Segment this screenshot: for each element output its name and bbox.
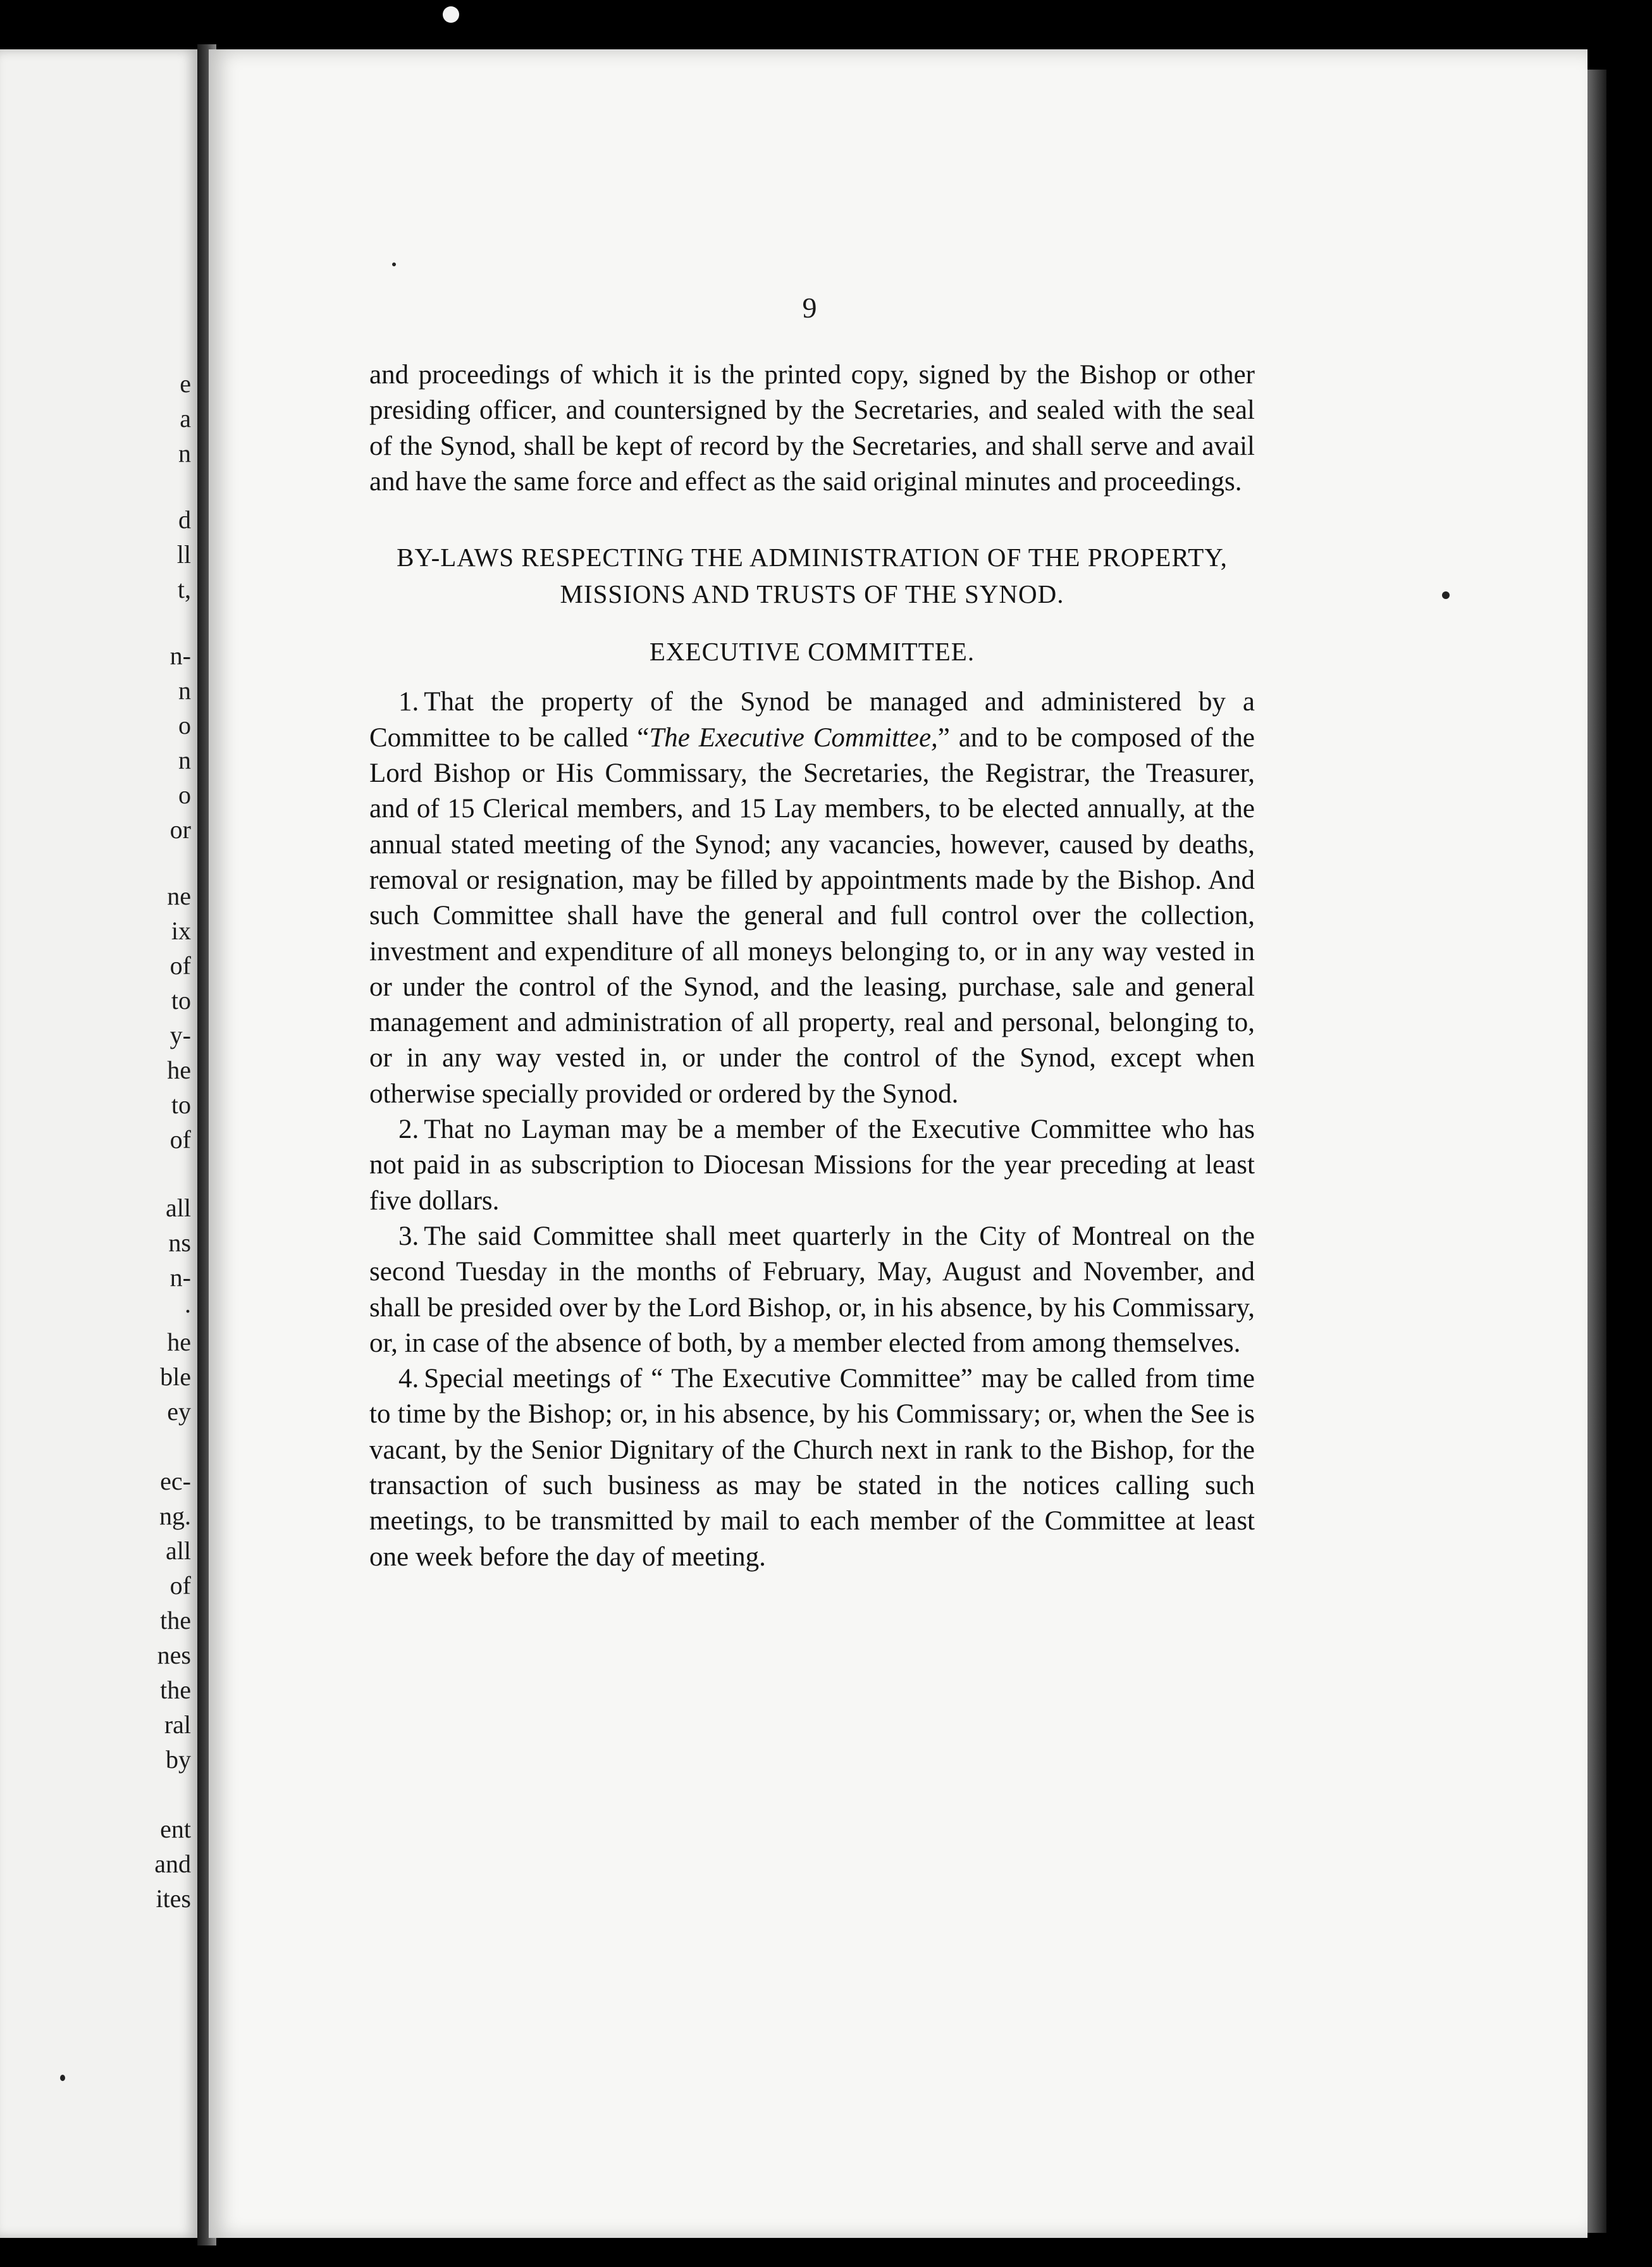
left-fragment: of bbox=[170, 951, 191, 980]
left-fragment: n- bbox=[170, 1263, 191, 1292]
scan-speck bbox=[60, 2075, 65, 2081]
left-fragment: all bbox=[166, 1194, 191, 1222]
left-fragment: ral bbox=[164, 1710, 191, 1739]
left-fragment: to bbox=[171, 986, 191, 1015]
left-fragment: n bbox=[178, 676, 191, 705]
clause-number: 2. bbox=[398, 1115, 419, 1145]
left-fragment: to bbox=[171, 1090, 191, 1119]
left-fragment: n- bbox=[170, 641, 191, 670]
left-fragment: the bbox=[160, 1676, 191, 1704]
clause-text: Special meetings of “ The Executive Committee” may be called from time to time by the Bishop; or, in his absence, by his Commissary; or, when the See is vacant, by the Senior Dignitary of the Church next in rank to the Bishop, for the transaction of such business as may be stated in the notices calling such meetings, to be transmitted by mail to each member of the Committee at least one week before the day of meeting. bbox=[369, 1364, 1255, 1572]
left-fragment: a bbox=[180, 404, 191, 433]
left-fragment: . bbox=[185, 1290, 191, 1318]
subsection-heading: EXECUTIVE COMMITTEE. bbox=[649, 637, 975, 667]
clause-2 bbox=[369, 1112, 1255, 1219]
left-fragment: ites bbox=[156, 1884, 191, 1913]
left-fragment: ng. bbox=[159, 1502, 191, 1530]
left-fragment: and bbox=[154, 1850, 191, 1878]
left-fragment: o bbox=[178, 781, 191, 809]
left-fragment: n bbox=[178, 746, 191, 774]
page-number: 9 bbox=[802, 292, 817, 324]
section-heading: BY-LAWS RESPECTING THE ADMINISTRATION OF THE PROPERTY, MISSIONS AND TRUSTS OF THE SYNOD. bbox=[397, 543, 1228, 609]
left-fragment: o bbox=[178, 711, 191, 739]
left-fragment: d bbox=[178, 505, 191, 534]
clause-number: 4. bbox=[398, 1364, 419, 1394]
clause-1 bbox=[369, 684, 1255, 1112]
left-fragment: all bbox=[166, 1536, 191, 1565]
left-fragment: by bbox=[166, 1745, 191, 1774]
intro-paragraph: and proceedings of which it is the printed copy, signed by the Bishop or other presiding officer, and countersigned by the Secretaries, and sealed with the seal of the Synod, shall be kept of record by the Secretaries, and shall serve and avail and have the same force and effect as the said original minutes and proceedings. bbox=[369, 360, 1255, 497]
clause-number: 1. bbox=[398, 687, 419, 717]
left-fragment: he bbox=[167, 1328, 191, 1356]
left-fragment: e bbox=[180, 369, 191, 398]
committee-name: The Executive Committee, bbox=[649, 722, 938, 753]
left-fragment: or bbox=[170, 815, 191, 844]
left-fragment: n bbox=[178, 439, 191, 467]
left-fragment: nes bbox=[157, 1641, 191, 1669]
clause-number: 3. bbox=[398, 1221, 419, 1251]
left-fragment: of bbox=[170, 1125, 191, 1154]
clause-4 bbox=[369, 1361, 1255, 1575]
scan-speck bbox=[1442, 591, 1450, 599]
left-fragment: he bbox=[167, 1056, 191, 1084]
left-fragment: ec- bbox=[160, 1467, 191, 1495]
left-fragment: of bbox=[170, 1571, 191, 1600]
left-fragment: ent bbox=[160, 1815, 191, 1843]
clause-text: ” and to be composed of the Lord Bishop or His Commissary, the Secretaries, the Registrar, the Treasurer, and of 15 Clerical members, and 15 Lay members, to be elected annually, at the annual stated meeting of the Synod; any vacancies, however, caused by deaths, removal or resignation, may be filled by appointments made by the Bishop. And such Committee shall have the general and full control over the collection, investment and expenditure of all moneys belonging to, or in any way vested in or under the control of the Synod, and the leasing, purchase, sale and general management and administration of all property, real and personal, belonging to, or in any way vested in, or under the control of the Synod, except when otherwise specially provided or ordered by the Synod. bbox=[369, 722, 1255, 1109]
scan-speck bbox=[392, 263, 396, 266]
clause-3 bbox=[369, 1219, 1255, 1361]
scan-artifact bbox=[443, 6, 459, 23]
left-fragment: ble bbox=[160, 1362, 191, 1391]
clause-text: The said Committee shall meet quarterly in the City of Montreal on the second Tuesday in the months of February, May, August and November, and shall be presided over by the Lord Bishop, or, in his absence, by his Commissary, or, in case of the absence of both, by a member elected from among themselves. bbox=[369, 1221, 1255, 1358]
left-fragment: ns bbox=[168, 1228, 191, 1257]
left-fragment: ll bbox=[176, 540, 191, 569]
left-fragment: ey bbox=[167, 1397, 191, 1426]
left-fragment: y- bbox=[170, 1021, 191, 1049]
previous-page-strip bbox=[0, 49, 197, 2238]
left-fragment: t, bbox=[177, 575, 191, 603]
page-edge bbox=[1587, 70, 1606, 2233]
page-body bbox=[369, 357, 1255, 1575]
clause-text: That no Layman may be a member of the Executive Committee who has not paid in as subscription to Diocesan Missions for the year preceding at least five dollars. bbox=[369, 1115, 1255, 1216]
left-fragment: the bbox=[160, 1606, 191, 1634]
left-fragment: ix bbox=[171, 917, 191, 945]
left-fragment: ne bbox=[167, 882, 191, 910]
clause-text: That the property of the Synod be managed and administered by a Committee to be called “ bbox=[369, 687, 1255, 753]
